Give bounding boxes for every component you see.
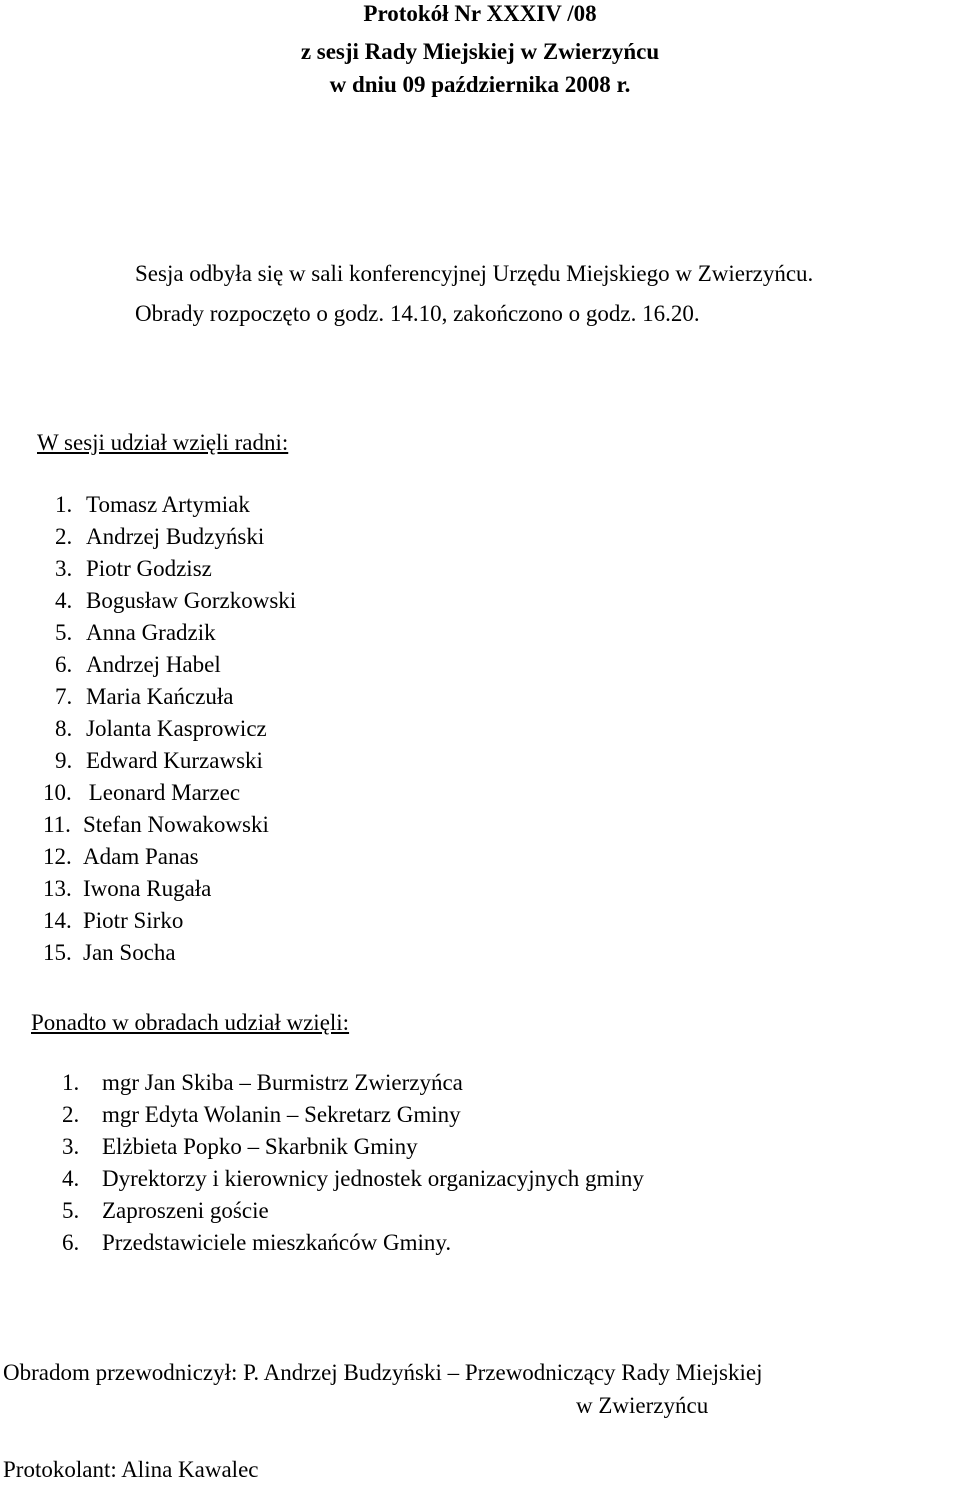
list-item — [62, 1101, 461, 1129]
list-item — [43, 875, 211, 903]
councillor-name: Andrzej Habel — [86, 652, 221, 677]
councillor-name: Adam Panas — [83, 844, 199, 869]
councillor-name: Edward Kurzawski — [86, 748, 263, 773]
list-item — [55, 715, 267, 743]
list-item — [43, 907, 183, 935]
document-date: w dniu 09 października 2008 r. — [329, 72, 631, 97]
list-item — [43, 811, 269, 839]
list-item — [62, 1165, 644, 1193]
list-number: 8. — [55, 716, 73, 741]
guest-entry: mgr Edyta Wolanin – Sekretarz Gminy — [102, 1102, 461, 1127]
guest-entry: Przedstawiciele mieszkańców Gminy. — [102, 1230, 452, 1255]
list-number: 3. — [62, 1134, 80, 1159]
list-item — [55, 619, 216, 647]
list-number: 11. — [43, 812, 71, 837]
councillor-name: Tomasz Artymiak — [86, 492, 250, 517]
document-subtitle: z sesji Rady Miejskiej w Zwierzyńcu — [300, 39, 660, 64]
list-number: 13. — [43, 876, 72, 901]
session-time: Obrady rozpoczęto o godz. 14.10, zakończono o godz. 16.20. — [135, 301, 700, 326]
list-number: 6. — [62, 1230, 80, 1255]
councillor-name: Piotr Sirko — [83, 908, 184, 933]
chairperson-location: w Zwierzyńcu — [576, 1393, 709, 1418]
list-number: 3. — [55, 556, 73, 581]
councillor-name: Jan Socha — [83, 940, 176, 965]
guest-entry: mgr Jan Skiba – Burmistrz Zwierzyńca — [102, 1070, 463, 1095]
councillor-name: Leonard Marzec — [83, 780, 241, 805]
list-number: 5. — [62, 1198, 80, 1223]
list-number: 14. — [43, 908, 72, 933]
councillors-heading: W sesji udział wzięli radni: — [37, 430, 289, 455]
list-item — [55, 491, 250, 519]
list-item — [55, 523, 264, 551]
list-item — [62, 1229, 451, 1257]
list-number: 12. — [43, 844, 72, 869]
list-item — [55, 747, 263, 775]
list-number: 7. — [55, 684, 73, 709]
list-item — [43, 779, 240, 807]
list-number: 4. — [62, 1166, 80, 1191]
councillor-name: Maria Kańczuła — [86, 684, 234, 709]
list-number: 2. — [55, 524, 73, 549]
list-item — [55, 587, 296, 615]
list-item — [43, 939, 176, 967]
list-number: 4. — [55, 588, 73, 613]
list-item — [55, 651, 221, 679]
list-item — [55, 683, 234, 711]
document-title: Protokół Nr XXXIV /08 — [363, 1, 597, 26]
list-number: 2. — [62, 1102, 80, 1127]
list-item — [62, 1133, 418, 1161]
recorder-line: Protokolant: Alina Kawalec — [3, 1457, 259, 1482]
councillor-name: Piotr Godzisz — [86, 556, 212, 581]
councillor-name: Anna Gradzik — [86, 620, 216, 645]
councillor-name: Iwona Rugała — [83, 876, 212, 901]
councillor-name: Jolanta Kasprowicz — [86, 716, 267, 741]
list-number: 1. — [55, 492, 73, 517]
list-number: 6. — [55, 652, 73, 677]
list-item — [62, 1197, 269, 1225]
list-item — [43, 843, 199, 871]
councillor-name: Bogusław Gorzkowski — [86, 588, 297, 613]
list-item — [62, 1069, 463, 1097]
guest-entry: Zaproszeni goście — [102, 1198, 269, 1223]
guest-entry: Dyrektorzy i kierownicy jednostek organizacyjnych gminy — [102, 1166, 644, 1191]
guest-entry: Elżbieta Popko – Skarbnik Gminy — [102, 1134, 418, 1159]
list-number: 1. — [62, 1070, 80, 1095]
list-number: 9. — [55, 748, 73, 773]
chairperson-line: Obradom przewodniczył: P. Andrzej Budzyński – Przewodniczący Rady Miejskiej — [3, 1360, 763, 1385]
list-number: 15. — [43, 940, 72, 965]
list-number: 10. — [43, 780, 72, 805]
guests-heading: Ponadto w obradach udział wzięli: — [31, 1010, 350, 1035]
councillor-name: Stefan Nowakowski — [83, 812, 269, 837]
list-item — [55, 555, 212, 583]
session-location: Sesja odbyła się w sali konferencyjnej Urzędu Miejskiego w Zwierzyńcu. — [135, 261, 814, 286]
list-number: 5. — [55, 620, 73, 645]
councillor-name: Andrzej Budzyński — [86, 524, 265, 549]
